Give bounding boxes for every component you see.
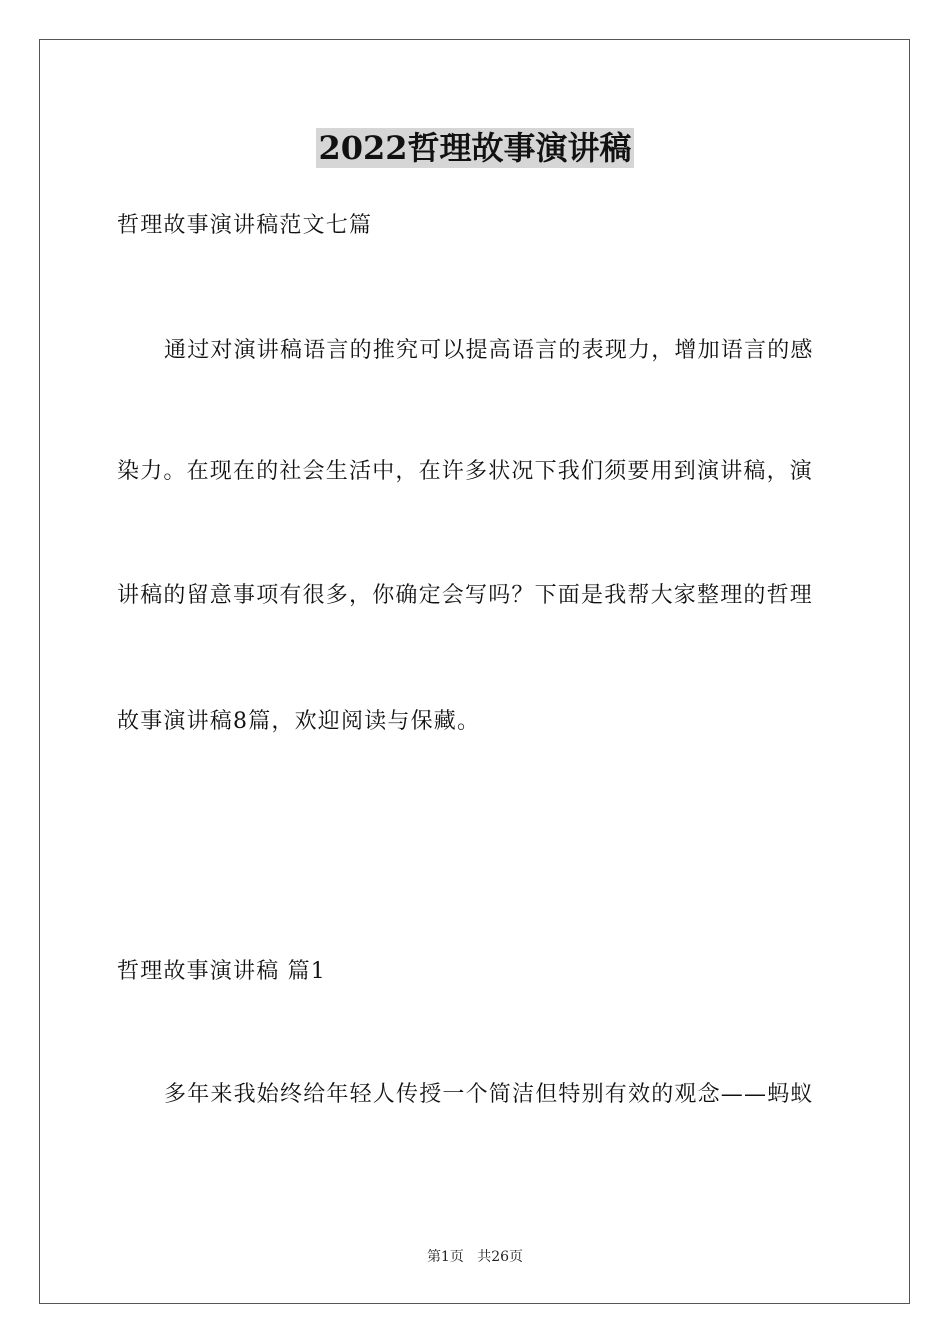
intro-line-4: 故事演讲稿8篇，欢迎阅读与保藏。: [117, 709, 481, 734]
page-total: 共26页: [477, 1249, 524, 1265]
section-line-1: 多年来我始终给年轻人传授一个简洁但特别有效的观念——蚂蚁: [164, 1082, 814, 1107]
intro-line-1: 通过对演讲稿语言的推究可以提高语言的表现力，增加语言的感: [164, 338, 814, 363]
document-subtitle: 哲理故事演讲稿范文七篇: [117, 213, 373, 238]
page-number: 第1页: [426, 1249, 464, 1265]
title-container: [0, 128, 950, 168]
section-heading: 哲理故事演讲稿 篇1: [117, 959, 326, 984]
intro-line-2: 染力。在现在的社会生活中，在许多状况下我们须要用到演讲稿，演: [117, 459, 814, 484]
document-title: 2022哲理故事演讲稿: [318, 129, 632, 167]
intro-line-3: 讲稿的留意事项有很多，你确定会写吗？下面是我帮大家整理的哲理: [117, 583, 814, 608]
page-footer: [0, 1248, 950, 1266]
